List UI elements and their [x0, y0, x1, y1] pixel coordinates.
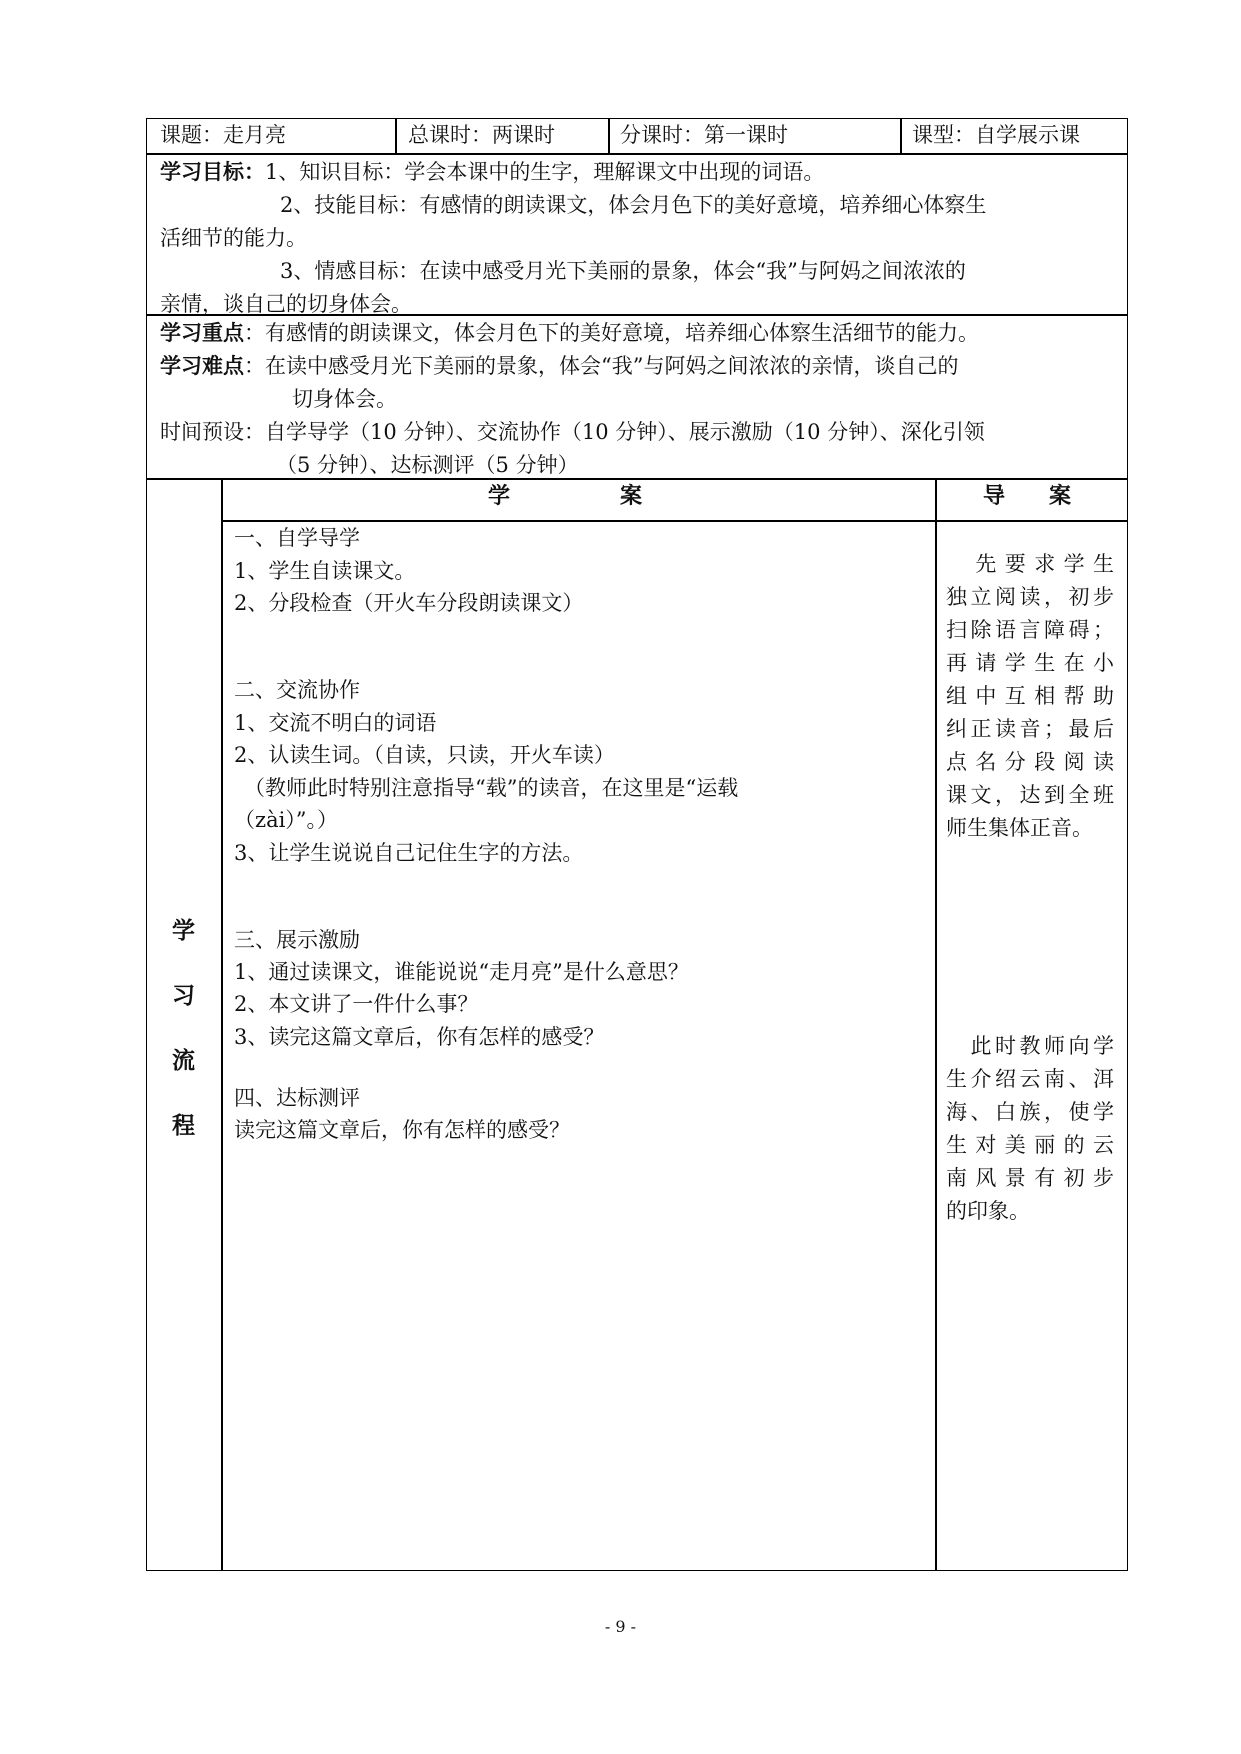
list-item: 2、本文讲了一件什么事？	[234, 992, 479, 1016]
header-divider	[608, 118, 610, 153]
difficulty-label: 学习难点	[160, 354, 244, 378]
objectives-section	[160, 156, 1115, 321]
objective-1: 1、知识目标：学会本课中的生字，理解课文中出现的词语。	[265, 160, 825, 184]
header-divider	[395, 118, 397, 153]
flow-label-char: 习	[172, 983, 195, 1009]
time-plan: 时间预设：自学导学（10 分钟）、交流协作（10 分钟）、展示激励（10 分钟）、深化引领	[160, 420, 985, 444]
list-item: 2、分段检查（开火车分段朗读课文）	[234, 591, 584, 615]
guide-note-2: 此时教师向学 生介绍云南、洱 海、白族，使学 生对美丽的云 南风景有初步 的印象。	[946, 1034, 1114, 1223]
objective-2: 2、技能目标：有感情的朗读课文，体会月色下的美好意境，培养细心体察生	[280, 193, 987, 217]
guide-note-1: 先要求学生 独立阅读，初步 扫除语言障碍； 再请学生在小 组中互相帮助 纠正读音；最后 点名分段阅读 课文，达到全班 师生集体正音。	[946, 552, 1114, 840]
section-title: 四、达标测评	[234, 1086, 360, 1110]
flow-label-char: 流	[172, 1048, 195, 1074]
list-item: 1、交流不明白的词语	[234, 711, 437, 735]
lesson-type-cell: 课型：自学展示课	[912, 123, 1080, 147]
list-item: 1、学生自读课文。	[234, 559, 416, 583]
key-point-text: ：有感情的朗读课文，体会月色下的美好意境，培养细心体察生活细节的能力。	[244, 321, 979, 345]
column-divider	[221, 478, 223, 1571]
objective-3-cont: 亲情，谈自己的切身体会。	[160, 292, 412, 316]
row-divider	[221, 520, 1128, 522]
objective-3: 3、情感目标：在读中感受月光下美丽的景象，体会“我”与阿妈之间浓浓的	[280, 259, 966, 283]
session-cell: 分课时：第一课时	[620, 123, 788, 147]
row-divider	[146, 153, 1128, 155]
section-title: 二、交流协作	[234, 678, 360, 702]
objective-2-cont: 活细节的能力。	[160, 226, 307, 250]
topic-cell: 课题：走月亮	[160, 123, 286, 147]
list-item: 3、读完这篇文章后，你有怎样的感受？	[234, 1025, 605, 1049]
objectives-label: 学习目标：	[160, 160, 265, 184]
difficulty-text-cont: 切身体会。	[292, 387, 397, 411]
list-item: 2、认读生词。（自读，只读，开火车读）	[234, 743, 615, 767]
header-divider	[900, 118, 902, 153]
list-item: 1、通过读课文，谁能说说“走月亮”是什么意思？	[234, 960, 689, 984]
section-title: 一、自学导学	[234, 526, 360, 550]
guide-column-header: 导 案	[983, 484, 1072, 509]
list-item: 3、让学生说说自己记住生字的方法。	[234, 841, 584, 865]
section-title: 三、展示激励	[234, 928, 360, 952]
teacher-note-cont: （zài）”。）	[234, 808, 339, 832]
list-item: 读完这篇文章后，你有怎样的感受？	[234, 1118, 570, 1142]
column-divider	[935, 478, 937, 1571]
flow-label-char: 学	[172, 918, 195, 944]
difficulty-text: ：在读中感受月光下美丽的景象，体会“我”与阿妈之间浓浓的亲情，谈自己的	[244, 354, 959, 378]
time-plan-cont: （5 分钟）、达标测评（5 分钟）	[276, 453, 579, 477]
key-point-label: 学习重点	[160, 321, 244, 345]
flow-label-char: 程	[172, 1113, 195, 1139]
plan-column-header: 学 案	[488, 484, 643, 509]
total-hours-cell: 总课时：两课时	[408, 123, 555, 147]
focus-section	[160, 317, 1120, 482]
page-number: - 9 -	[604, 1617, 637, 1636]
teacher-note: （教师此时特别注意指导“载”的读音，在这里是“运载	[244, 776, 739, 800]
